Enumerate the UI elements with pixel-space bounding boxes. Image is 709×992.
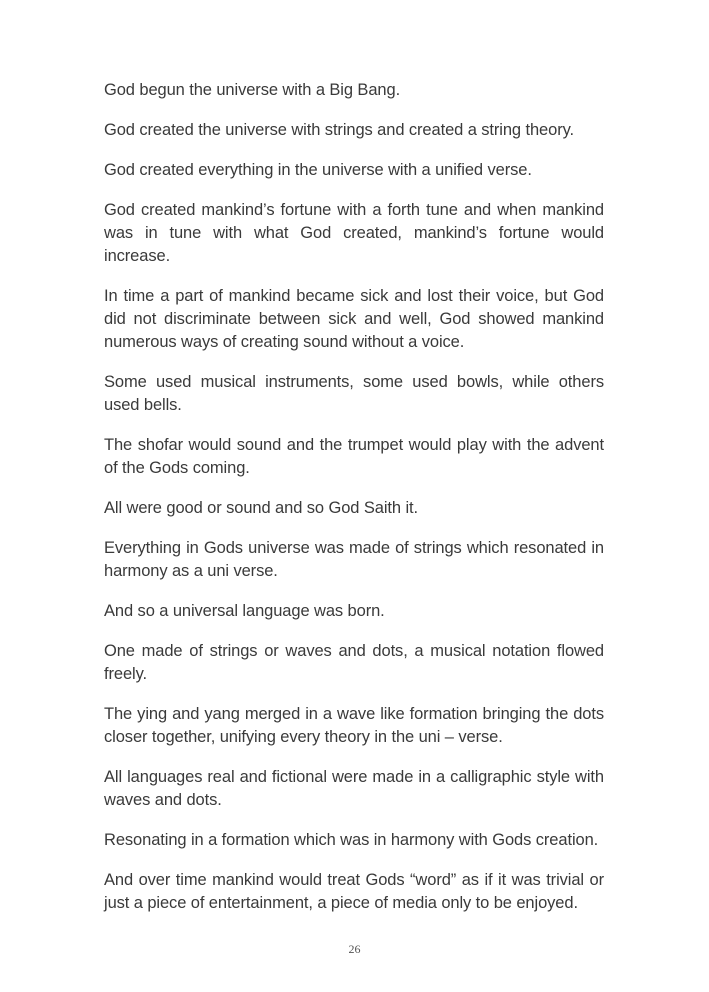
paragraph: And over time mankind would treat Gods “word” as if it was trivial or just a piece of entertainment, a piece of media only to be enjoyed. bbox=[104, 871, 604, 912]
paragraph: God created mankind’s fortune with a forth tune and when mankind was in tune with what God created, mankind’s fortune would increase. bbox=[104, 201, 604, 265]
paragraph: God created everything in the universe with a unified verse. bbox=[104, 161, 532, 179]
paragraph: One made of strings or waves and dots, a musical notation flowed freely. bbox=[104, 642, 604, 683]
paragraph: In time a part of mankind became sick and lost their voice, but God did not discriminate between sick and well, God showed mankind numerous ways of creating sound without a voice. bbox=[104, 287, 604, 351]
paragraph: God begun the universe with a Big Bang. bbox=[104, 81, 401, 99]
paragraph: And so a universal language was born. bbox=[104, 602, 385, 620]
paragraph: The shofar would sound and the trumpet would play with the advent of the Gods coming. bbox=[104, 436, 604, 477]
paragraph: Resonating in a formation which was in harmony with Gods creation. bbox=[104, 831, 599, 849]
paragraph: God created the universe with strings and created a string theory. bbox=[104, 121, 575, 139]
paragraph: The ying and yang merged in a wave like formation bringing the dots closer together, unifying every theory in the uni – verse. bbox=[104, 705, 604, 746]
paragraph: All were good or sound and so God Saith it. bbox=[104, 499, 418, 517]
page-number: 26 bbox=[348, 942, 361, 956]
paragraph: Everything in Gods universe was made of strings which resonated in harmony as a uni verse. bbox=[104, 539, 604, 580]
paragraph: Some used musical instruments, some used bowls, while others used bells. bbox=[104, 373, 604, 414]
paragraph: All languages real and fictional were made in a calligraphic style with waves and dots. bbox=[104, 768, 604, 809]
body-text bbox=[104, 79, 604, 932]
